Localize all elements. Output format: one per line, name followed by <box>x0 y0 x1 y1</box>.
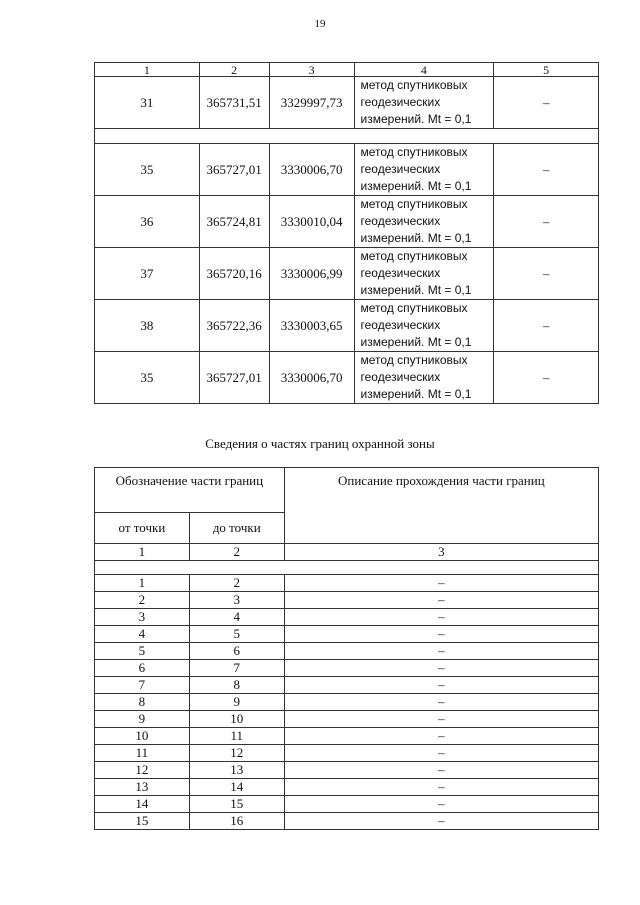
header-from-point: от точки <box>95 513 190 544</box>
part-description: – <box>284 660 598 677</box>
parts-body <box>95 575 599 830</box>
to-point: 3 <box>189 592 284 609</box>
points-row <box>95 196 599 248</box>
method-line: геодезических <box>360 95 441 109</box>
part-description: – <box>284 745 598 762</box>
part-description: – <box>284 728 598 745</box>
from-point: 2 <box>95 592 190 609</box>
method-line: измерений. Mt = 0,1 <box>360 112 472 126</box>
method-line: измерений. Mt = 0,1 <box>360 335 472 349</box>
boundary-part-row <box>95 796 599 813</box>
to-point: 10 <box>189 711 284 728</box>
part-description: – <box>284 677 598 694</box>
boundary-part-row <box>95 643 599 660</box>
to-point: 7 <box>189 660 284 677</box>
parts-gap-row <box>95 561 599 575</box>
points-row <box>95 144 599 196</box>
boundary-part-row <box>95 711 599 728</box>
method-line: метод спутниковых <box>360 249 468 263</box>
to-point: 5 <box>189 626 284 643</box>
point-x: 365722,36 <box>199 300 269 352</box>
boundary-part-row <box>95 626 599 643</box>
point-note: – <box>494 300 599 352</box>
method-line: геодезических <box>360 318 441 332</box>
point-method <box>354 196 494 248</box>
boundary-part-row <box>95 728 599 745</box>
part-description: – <box>284 694 598 711</box>
points-header-row <box>95 63 599 77</box>
to-point: 12 <box>189 745 284 762</box>
to-point: 4 <box>189 609 284 626</box>
section-title: Сведения о частях границ охранной зоны <box>205 436 435 451</box>
method-line: метод спутниковых <box>360 353 468 367</box>
boundary-part-row <box>95 575 599 592</box>
header-col-3: 3 <box>269 63 354 77</box>
col-number-1: 1 <box>95 544 190 561</box>
points-row <box>95 300 599 352</box>
point-y: 3330006,99 <box>269 248 354 300</box>
point-x: 365724,81 <box>199 196 269 248</box>
point-method <box>354 248 494 300</box>
parts-col-numbers-row <box>95 544 599 561</box>
from-point: 4 <box>95 626 190 643</box>
to-point: 16 <box>189 813 284 830</box>
part-description: – <box>284 575 598 592</box>
points-gap-row <box>95 129 599 144</box>
point-x: 365731,51 <box>199 77 269 129</box>
points-row <box>95 77 599 129</box>
part-description: – <box>284 609 598 626</box>
part-description: – <box>284 711 598 728</box>
parts-header-row-1 <box>95 468 599 513</box>
from-point: 14 <box>95 796 190 813</box>
from-point: 3 <box>95 609 190 626</box>
from-point: 15 <box>95 813 190 830</box>
method-line: измерений. Mt = 0,1 <box>360 283 472 297</box>
point-number: 35 <box>95 352 200 404</box>
boundary-part-row <box>95 779 599 796</box>
from-point: 12 <box>95 762 190 779</box>
to-point: 6 <box>189 643 284 660</box>
boundary-parts-table <box>94 467 599 830</box>
point-note: – <box>494 248 599 300</box>
header-boundary-part: Обозначение части границ <box>95 468 285 513</box>
point-number: 38 <box>95 300 200 352</box>
to-point: 8 <box>189 677 284 694</box>
to-point: 13 <box>189 762 284 779</box>
point-y: 3330006,70 <box>269 144 354 196</box>
from-point: 7 <box>95 677 190 694</box>
header-col-1: 1 <box>95 63 200 77</box>
method-line: измерений. Mt = 0,1 <box>360 387 472 401</box>
col-number-3: 3 <box>284 544 598 561</box>
from-point: 8 <box>95 694 190 711</box>
header-to-point: до точки <box>189 513 284 544</box>
point-number: 31 <box>95 77 200 129</box>
point-x: 365727,01 <box>199 352 269 404</box>
point-note: – <box>494 144 599 196</box>
header-description: Описание прохождения части границ <box>284 468 598 544</box>
method-line: метод спутниковых <box>360 145 468 159</box>
point-method <box>354 300 494 352</box>
method-line: измерений. Mt = 0,1 <box>360 179 472 193</box>
to-point: 15 <box>189 796 284 813</box>
to-point: 11 <box>189 728 284 745</box>
method-line: геодезических <box>360 162 441 176</box>
method-line: геодезических <box>360 214 441 228</box>
points-coordinates-table <box>94 62 599 404</box>
header-col-4: 4 <box>354 63 494 77</box>
boundary-part-row <box>95 609 599 626</box>
part-description: – <box>284 592 598 609</box>
part-description: – <box>284 626 598 643</box>
method-line: геодезических <box>360 370 441 384</box>
point-y: 3329997,73 <box>269 77 354 129</box>
point-method <box>354 77 494 129</box>
from-point: 10 <box>95 728 190 745</box>
point-note: – <box>494 77 599 129</box>
to-point: 2 <box>189 575 284 592</box>
point-y: 3330010,04 <box>269 196 354 248</box>
point-note: – <box>494 352 599 404</box>
method-line: метод спутниковых <box>360 78 468 92</box>
point-x: 365720,16 <box>199 248 269 300</box>
part-description: – <box>284 643 598 660</box>
boundary-part-row <box>95 660 599 677</box>
to-point: 14 <box>189 779 284 796</box>
points-row <box>95 248 599 300</box>
point-method <box>354 144 494 196</box>
point-method <box>354 352 494 404</box>
method-line: метод спутниковых <box>360 301 468 315</box>
part-description: – <box>284 762 598 779</box>
point-number: 35 <box>95 144 200 196</box>
method-line: метод спутниковых <box>360 197 468 211</box>
part-description: – <box>284 813 598 830</box>
points-body <box>95 144 599 404</box>
to-point: 9 <box>189 694 284 711</box>
page-number: 19 <box>314 18 326 30</box>
point-number: 37 <box>95 248 200 300</box>
method-line: геодезических <box>360 266 441 280</box>
point-note: – <box>494 196 599 248</box>
boundary-part-row <box>95 677 599 694</box>
from-point: 9 <box>95 711 190 728</box>
boundary-part-row <box>95 813 599 830</box>
point-number: 36 <box>95 196 200 248</box>
from-point: 5 <box>95 643 190 660</box>
point-y: 3330006,70 <box>269 352 354 404</box>
point-y: 3330003,65 <box>269 300 354 352</box>
col-number-2: 2 <box>189 544 284 561</box>
header-col-5: 5 <box>494 63 599 77</box>
boundary-part-row <box>95 762 599 779</box>
from-point: 1 <box>95 575 190 592</box>
method-line: измерений. Mt = 0,1 <box>360 231 472 245</box>
from-point: 13 <box>95 779 190 796</box>
from-point: 6 <box>95 660 190 677</box>
part-description: – <box>284 779 598 796</box>
boundary-part-row <box>95 694 599 711</box>
point-x: 365727,01 <box>199 144 269 196</box>
header-col-2: 2 <box>199 63 269 77</box>
from-point: 11 <box>95 745 190 762</box>
boundary-part-row <box>95 592 599 609</box>
part-description: – <box>284 796 598 813</box>
points-row <box>95 352 599 404</box>
boundary-part-row <box>95 745 599 762</box>
